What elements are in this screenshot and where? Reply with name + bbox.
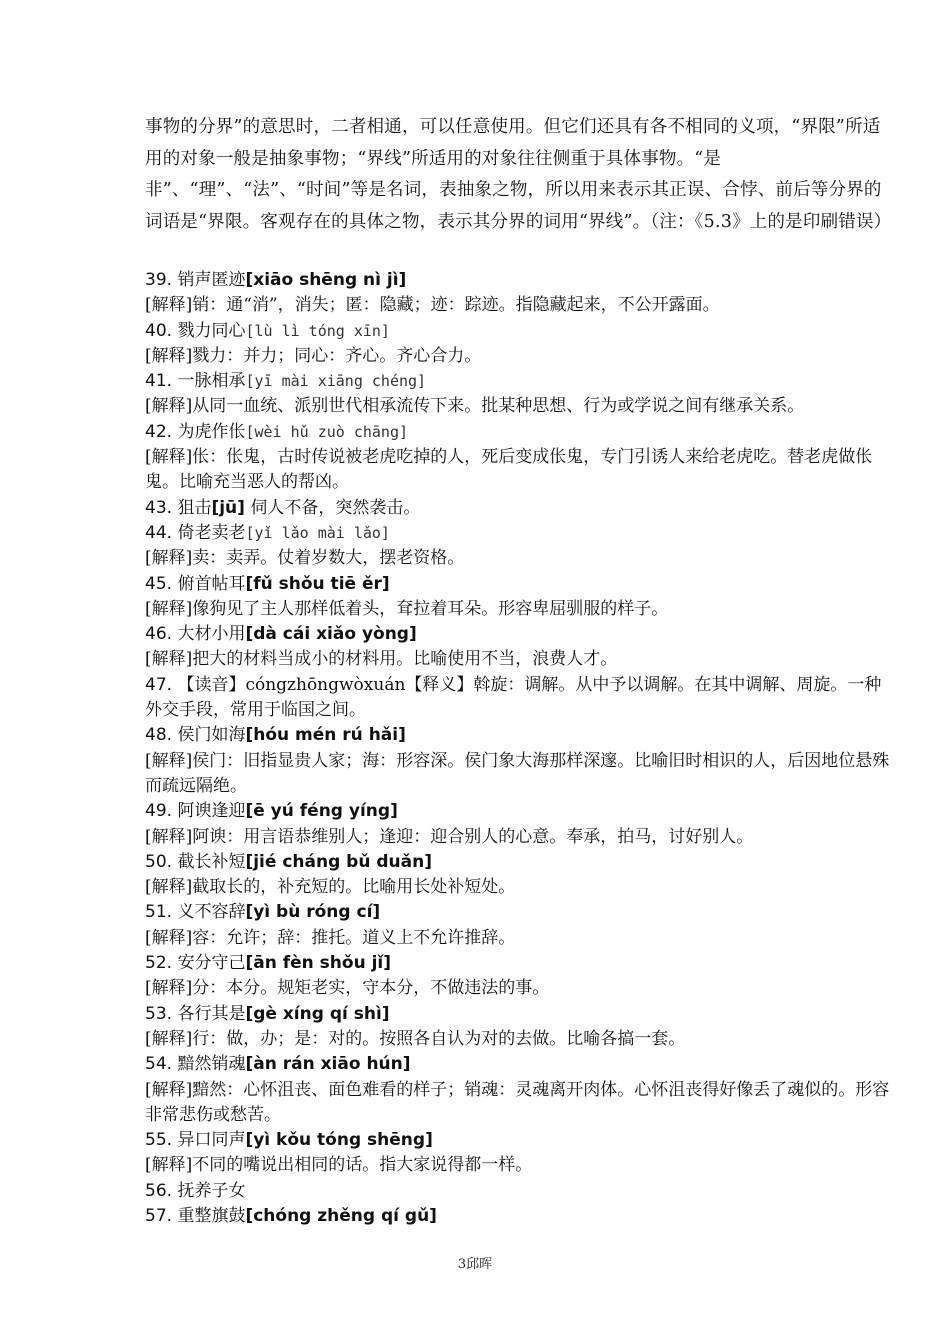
entry-number: 42. (145, 421, 173, 442)
list-item (145, 799, 890, 850)
entry-heading (145, 799, 890, 824)
entry-word: 为虎作伥 (177, 421, 246, 442)
list-item (145, 673, 890, 724)
list-item (145, 1179, 890, 1204)
entry-number: 45. (145, 573, 173, 594)
entry-definition: [解释]侯门：旧指显贵人家；海：形容深。侯门象大海那样深邃。比喻旧时相识的人，后因地位悬殊而疏远隔绝。 (145, 750, 890, 796)
entry-pinyin: [ān fèn shǒu jǐ] (245, 953, 392, 974)
entry-number: 48. (145, 725, 173, 746)
list-item (145, 420, 890, 496)
entry-definition: [解释]像狗见了主人那样低着头，耷拉着耳朵。形容卑屈驯服的样子。 (145, 598, 669, 619)
entry-heading (145, 900, 890, 925)
entry-heading (145, 1128, 890, 1153)
entry-pinyin: [chóng zhěng qí gǔ] (245, 1205, 437, 1226)
entry-pinyin: [wèi hǔ zuò chāng] (245, 422, 409, 441)
entry-heading (145, 1179, 890, 1204)
entry-definition: [解释]分：本分。规矩老实，守本分，不做违法的事。 (145, 978, 550, 999)
entry-pinyin: [fǔ shǒu tiē ěr] (245, 573, 390, 594)
list-item (145, 572, 890, 623)
entry-word: 安分守己 (177, 953, 246, 974)
entry-number: 40. (145, 320, 173, 341)
entry-heading (145, 723, 890, 748)
entry-word: 抚养子女 (177, 1180, 246, 1201)
entry-heading (145, 521, 890, 546)
entry-definition: [解释]阿谀：用言语恭维别人；逢迎：迎合别人的心意。奉承，拍马，讨好别人。 (145, 826, 754, 847)
entry-heading (145, 369, 890, 394)
entry-heading (145, 420, 890, 445)
entry-number: 43. (145, 497, 173, 518)
entry-pinyin: [jū] (211, 497, 245, 518)
entry-pinyin: [hóu mén rú hǎi] (245, 725, 406, 746)
entry-pinyin: [gè xíng qí shì] (245, 1003, 390, 1024)
entry-pinyin: [lù lì tóng xīn] (245, 321, 390, 340)
entry-pinyin: [yì bù róng cí] (245, 902, 381, 923)
list-item (145, 723, 890, 799)
entry-heading (145, 268, 890, 293)
entry-word: 异口同声 (177, 1130, 246, 1151)
entry-word: 义不容辞 (177, 902, 246, 923)
entry-heading (145, 572, 890, 597)
entry-number: 50. (145, 851, 173, 872)
idiom-list (145, 268, 890, 1229)
entry-number: 57. (145, 1205, 173, 1226)
entry-pinyin: [yì kǒu tóng shēng] (245, 1130, 433, 1151)
entry-number: 53. (145, 1003, 173, 1024)
entry-heading (145, 1204, 890, 1229)
entry-pinyin: [yī mài xiāng chéng] (245, 372, 427, 391)
entry-word: 阿谀逢迎 (177, 801, 246, 822)
entry-word: 各行其是 (177, 1003, 246, 1024)
entry-heading (145, 1052, 890, 1077)
entry-number: 51. (145, 902, 173, 923)
entry-definition: [解释]销：通“消”，消失；匿：隐藏；迹：踪迹。指隐藏起来，不公开露面。 (145, 295, 720, 316)
entry-number: 39. (145, 270, 173, 290)
entry-heading (145, 951, 890, 976)
entry-definition: [解释]行：做，办；是：对的。按照各自认为对的去做。比喻各搞一套。 (145, 1028, 686, 1049)
entry-word: 俯首帖耳 (177, 573, 246, 594)
entry-pinyin: [xiāo shēng nì jì] (245, 270, 407, 290)
intro-paragraph: 事物的分界”的意思时，二者相通，可以任意使用。但它们还具有各不相同的义项，“界限”所适用的对象一般是抽象事物；“界线”所适用的对象往往侧重于具体事物。“是非”、“理”、“法”、“时间”等是名词，表抽象之物，所以用来表示其正误、合悖、前后等分界的词语是“界限。客观存在的具体之物，表示其分界的词用“界线”。（注：《5.3》上的是印刷错误） (145, 117, 892, 232)
entry-definition: [解释]黯然：心怀沮丧、面色难看的样子；销魂：灵魂离开肉体。心怀沮丧得好像丢了魂似的。形容非常悲伤或愁苦。 (145, 1079, 890, 1125)
entry-pinyin: [dà cái xiǎo yòng] (245, 624, 417, 645)
entry-word: 重整旗鼓 (177, 1205, 246, 1226)
entry-definition: [解释]截取长的，补充短的。比喻用长处补短处。 (145, 877, 516, 898)
entry-heading (145, 850, 890, 875)
entry-heading (145, 319, 890, 344)
list-item (145, 850, 890, 901)
entry-definition: [解释]戮力：并力；同心：齐心。齐心合力。 (145, 345, 482, 366)
list-item (145, 521, 890, 572)
entry-word: 大材小用 (177, 624, 246, 645)
list-item (145, 1052, 890, 1128)
entry-number: 55. (145, 1130, 173, 1151)
entry-word: 侯门如海 (177, 725, 246, 746)
entry-heading (145, 622, 890, 647)
page-footer: 3邱晖 (457, 1257, 493, 1272)
list-item (145, 951, 890, 1002)
entry-number: 54. (145, 1054, 173, 1075)
entry-definition: [解释]不同的嘴说出相同的话。指大家说得都一样。 (145, 1155, 533, 1176)
entry-word: 截长补短 (177, 851, 246, 872)
list-item (145, 1128, 890, 1179)
entry-definition: [解释]从同一血统、派别世代相承流传下来。批某种思想、行为或学说之间有继承关系。 (145, 396, 805, 417)
entry-definition: [解释]容：允许；辞：推托。道义上不允许推辞。 (145, 927, 516, 948)
entry-number: 44. (145, 522, 173, 543)
entry-number: 41. (145, 371, 173, 392)
entry-word: 倚老卖老 (177, 522, 246, 543)
list-item (145, 369, 890, 420)
entry-word: 戮力同心 (177, 320, 246, 341)
list-item (145, 1002, 890, 1053)
entry-heading (145, 673, 890, 724)
entry-pinyin: [yǐ lǎo mài lǎo] (245, 523, 390, 542)
list-item (145, 622, 890, 673)
list-item (145, 900, 890, 951)
entry-definition: [解释]把大的材料当成小的材料用。比喻使用不当，浪费人才。 (145, 649, 618, 670)
entry-word: 【读音】cóngzhōngwòxuán【释义】斡旋：调解。从中予以调解。在其中调解、周旋。一种外交手段，常用于临国之间。 (145, 674, 882, 721)
entry-pinyin: [àn rán xiāo hún] (245, 1054, 411, 1075)
entry-number: 56. (145, 1180, 173, 1201)
entry-number: 46. (145, 624, 173, 645)
entry-word: 销声匿迹 (177, 270, 246, 290)
entry-inline-definition: 伺人不备，突然袭击。 (250, 497, 421, 518)
entry-pinyin: [jié cháng bǔ duǎn] (245, 851, 432, 872)
entry-heading (145, 1002, 890, 1027)
entry-heading (145, 496, 890, 521)
entry-pinyin: [ē yú féng yíng] (245, 801, 398, 822)
list-item (145, 496, 890, 521)
entry-number: 49. (145, 801, 173, 822)
list-item (145, 268, 890, 319)
list-item (145, 1204, 890, 1229)
list-item (145, 319, 890, 370)
entry-number: 47. (145, 674, 173, 695)
entry-definition: [解释]伥：伥鬼，古时传说被老虎吃掉的人，死后变成伥鬼，专门引诱人来给老虎吃。替老虎做伥鬼。比喻充当恶人的帮凶。 (145, 447, 873, 493)
entry-number: 52. (145, 953, 173, 974)
entry-word: 黯然销魂 (177, 1054, 246, 1075)
entry-word: 狙击 (177, 497, 212, 518)
entry-word: 一脉相承 (177, 371, 246, 392)
entry-definition: [解释]卖：卖弄。仗着岁数大，摆老资格。 (145, 548, 465, 569)
